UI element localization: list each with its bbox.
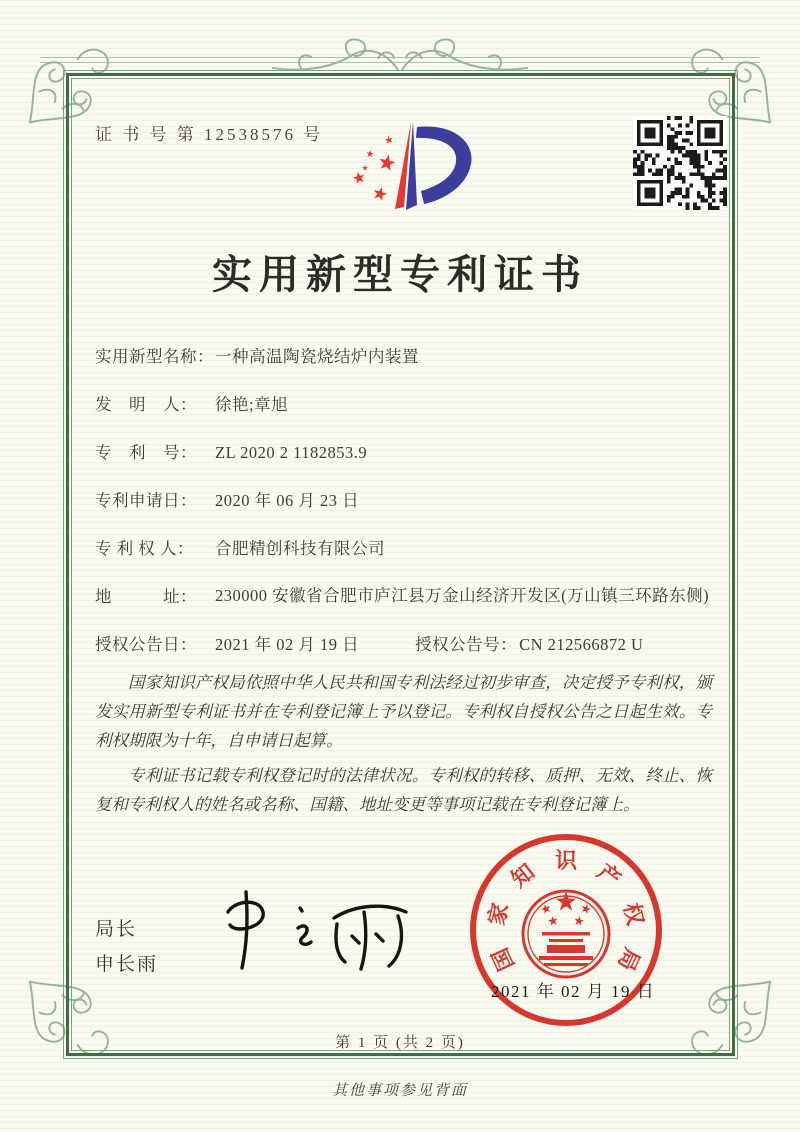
field-filing-date bbox=[95, 487, 712, 514]
svg-text:知: 知 bbox=[506, 858, 540, 893]
seal-ring-text bbox=[484, 848, 649, 975]
svg-text:家: 家 bbox=[483, 900, 514, 928]
legal-paragraph: 国家知识产权局依照中华人民共和国专利法经过初步审查，决定授予专利权，颁发实用新型专利证书并在专利登记簿上予以登记。专利权自授权公告之日起生效。专利权期限为十年，自申请日起算。 bbox=[95, 673, 712, 750]
field-label: 专利申请日： bbox=[95, 491, 197, 510]
field-label: 授权公告号： bbox=[415, 635, 518, 654]
cnipa-patent-logo-icon bbox=[332, 106, 482, 240]
qr-code bbox=[633, 116, 727, 210]
field-value: ZL 2020 2 1182853.9 bbox=[215, 443, 368, 462]
field-label: 实用新型名称： bbox=[95, 347, 214, 366]
svg-text:识: 识 bbox=[554, 848, 578, 873]
field-label: 发 明 人： bbox=[95, 395, 197, 414]
field-grant-info bbox=[95, 631, 712, 658]
certificate-title: 实用新型专利证书 bbox=[212, 252, 588, 297]
svg-text:国: 国 bbox=[487, 944, 519, 975]
field-label: 专 利 权 人： bbox=[95, 539, 194, 558]
seal-date: 2021 年 02 月 19 日 bbox=[491, 982, 656, 1001]
field-utility-model-name bbox=[95, 343, 712, 370]
field-label: 专 利 号： bbox=[95, 443, 197, 462]
back-side-note: 其他事项参见背面 bbox=[331, 1083, 468, 1099]
director-name: 申长雨 bbox=[95, 954, 159, 975]
field-inventor bbox=[95, 391, 712, 418]
director-handwritten-signature bbox=[216, 884, 430, 972]
svg-text:局: 局 bbox=[613, 944, 645, 975]
director-signature-block bbox=[95, 912, 158, 982]
field-value: CN 212566872 U bbox=[519, 635, 644, 654]
field-value: 2021 年 02 月 19 日 bbox=[215, 635, 360, 654]
legal-statement bbox=[95, 668, 712, 825]
svg-text:权: 权 bbox=[618, 900, 649, 928]
certificate-fields bbox=[95, 343, 712, 658]
field-value: 2020 年 06 月 23 日 bbox=[215, 491, 360, 510]
field-label: 授权公告日： bbox=[95, 635, 197, 654]
director-title: 局长 bbox=[95, 919, 138, 940]
field-value: 一种高温陶瓷烧结炉内装置 bbox=[215, 347, 419, 366]
page-number: 第 1 页 (共 2 页) bbox=[335, 1035, 465, 1051]
field-patentee bbox=[95, 535, 712, 562]
national-emblem-icon bbox=[523, 891, 609, 977]
certificate-number: 证 书 号 第 12538576 号 bbox=[95, 125, 324, 144]
field-patent-number bbox=[95, 439, 712, 466]
legal-paragraph: 专利证书记载专利权登记时的法律状况。专利权的转移、质押、无效、终止、恢复和专利权人的姓名或名称、国籍、地址变更等事项记载在专利登记簿上。 bbox=[95, 766, 712, 814]
field-address bbox=[95, 583, 712, 610]
field-value: 合肥精创科技有限公司 bbox=[215, 539, 385, 558]
svg-text:产: 产 bbox=[592, 858, 626, 893]
field-value: 230000 安徽省合肥市庐江县万金山经济开发区(万山镇三环路东侧) bbox=[215, 586, 710, 605]
field-label: 地 址： bbox=[95, 587, 197, 606]
field-value: 徐艳;章旭 bbox=[215, 395, 289, 414]
